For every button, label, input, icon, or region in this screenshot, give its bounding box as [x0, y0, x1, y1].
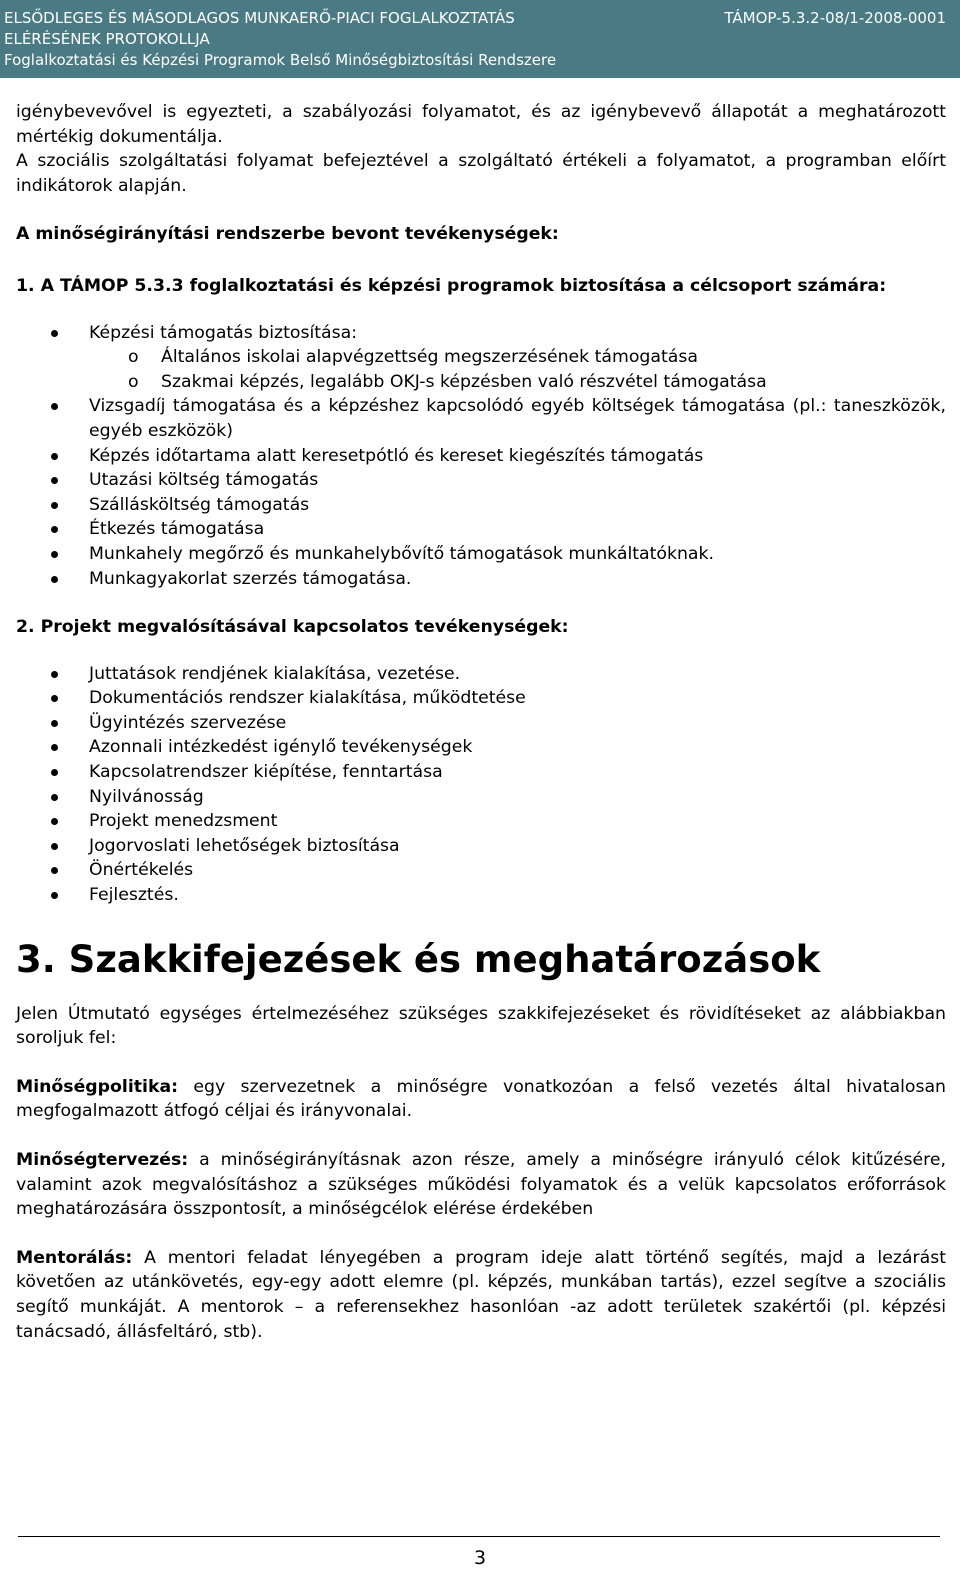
sub-list-item: o Szakmai képzés, legalább OKJ-s képzésben való részvétel támogatása: [16, 370, 946, 395]
header-subtitle: Foglalkoztatási és Képzési Programok Belső Minőségbiztosítási Rendszere: [4, 51, 557, 69]
list-item: Munkagyakorlat szerzés támogatása.: [16, 567, 946, 592]
page-number: 3: [473, 1547, 487, 1569]
definition-term: Minőségpolitika:: [16, 1076, 179, 1097]
header-title-line1: ELSŐDLEGES ÉS MÁSODLAGOS MUNKAERŐ-PIACI FOGLALKOZTATÁS: [4, 9, 515, 27]
list-item: Azonnali intézkedést igénylő tevékenységek: [16, 735, 946, 760]
list-item: Nyilvánosság: [16, 785, 946, 810]
list-item: Képzési támogatás biztosítása: o Általános iskolai alapvégzettség megszerzésének támogatása o Szakmai képzés, legalább OKJ-s képzésben való részvétel támogatása: [16, 321, 946, 395]
list-item: Munkahely megőrző és munkahelybővítő támogatások munkáltatóknak.: [16, 542, 946, 567]
definition-term: Mentorálás:: [16, 1247, 133, 1268]
page-content: [16, 100, 946, 1344]
sub-bullet-marker: o: [128, 347, 139, 368]
list-item: Dokumentációs rendszer kialakítása, működtetése: [16, 686, 946, 711]
list-item: Utazási költség támogatás: [16, 468, 946, 493]
paragraph-1: igénybevevővel is egyezteti, a szabályozási folyamatot, és az igénybevevő állapotát a meghatározott mértékig dokumentálja.: [16, 102, 946, 147]
definition-quality-policy: [16, 1075, 946, 1124]
list-item: Fejlesztés.: [16, 883, 946, 908]
list-item: Ügyintézés szervezése: [16, 711, 946, 736]
definition-quality-planning: [16, 1148, 946, 1222]
section-1-title: 1. A TÁMOP 5.3.3 foglalkoztatási és képzési programok biztosítása a célcsoport számára:: [16, 275, 887, 296]
list-item: Önértékelés: [16, 858, 946, 883]
header-project-code: TÁMOP-5.3.2-08/1-2008-0001: [724, 9, 946, 27]
sub-bullet-marker: o: [128, 371, 139, 392]
list-item: Szállásköltség támogatás: [16, 493, 946, 518]
sub-list-item: o Általános iskolai alapvégzettség megszerzésének támogatása: [16, 345, 946, 370]
document-header: [0, 0, 960, 78]
section-2-list: [16, 662, 946, 908]
section-1-list: [16, 321, 946, 592]
definition-text: A mentori feladat lényegében a program ideje alatt történő segítés, majd a lezárást követően az utánkövetés, egy-egy adott elemre (pl. képzés, munkában tartás), ezzel segítve a szociális segítő munkáját. A mentorok – a referensekhez hasonlóan -az adott területek szakértői (pl. képzési tanácsadó, állásfeltáró, stb).: [16, 1247, 946, 1342]
definition-text: egy szervezetnek a minőségre vonatkozóan a felső vezetés által hivatalosan megfogalmazott átfogó céljai és irányvonalai.: [16, 1076, 946, 1122]
quality-heading: A minőségirányítási rendszerbe bevont tevékenységek:: [16, 224, 559, 245]
list-item: Vizsgadíj támogatása és a képzéshez kapcsolódó egyéb költségek támogatása (pl.: taneszközök, egyéb eszközök): [16, 394, 946, 443]
section-1-sublist: [16, 345, 946, 394]
intro-paragraph: Jelen Útmutató egységes értelmezéséhez szükséges szakkifejezéseket és rövidítéseket az alábbiakban soroljuk fel:: [16, 1003, 946, 1049]
definition-term: Minőségtervezés:: [16, 1150, 189, 1170]
list-item: Jogorvoslati lehetőségek biztosítása: [16, 834, 946, 859]
definition-mentoring: [16, 1246, 946, 1344]
list-item: Kapcsolatrendszer kiépítése, fenntartása: [16, 760, 946, 785]
list-item: Étkezés támogatása: [16, 517, 946, 542]
list-item: Képzés időtartama alatt keresetpótló és kereset kiegészítés támogatás: [16, 444, 946, 469]
section-2-title: 2. Projekt megvalósításával kapcsolatos tevékenységek:: [16, 617, 569, 638]
header-title-line2: ELÉRÉSÉNEK PROTOKOLLJA: [4, 30, 210, 48]
paragraph-2: A szociális szolgáltatási folyamat befejeztével a szolgáltató értékeli a folyamatot, a programban előírt indikátorok alapján.: [16, 151, 946, 196]
list-item: Projekt menedzsment: [16, 809, 946, 834]
footer-divider: [18, 1536, 940, 1537]
definition-text: a minőségirányításnak azon része, amely a minőségre irányuló célok kitűzésére, valamint azok megvalósításhoz a szükséges működési folyamatok és a velük kapcsolatos erőforrások meghatározására összpontosít, a minőségcélok elérése érdekében: [16, 1150, 946, 1220]
section-3-title: 3. Szakkifejezések és meghatározások: [16, 937, 821, 981]
list-item: Juttatások rendjének kialakítása, vezetése.: [16, 662, 946, 687]
